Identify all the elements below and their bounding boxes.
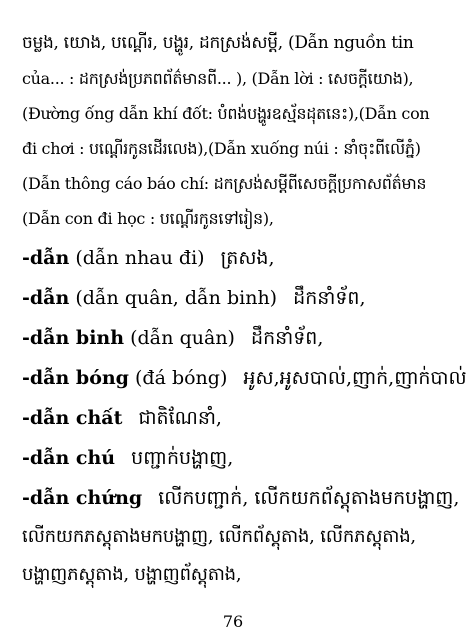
entry-headword: -dẫn chất: [22, 407, 123, 429]
entry-headword: -dẫn chú: [22, 447, 116, 469]
entry-meaning: ដឹកនាំទ័ព,: [293, 287, 366, 309]
entry-list: [22, 238, 467, 518]
entry-meaning: លើកបញ្ជាក់, លើកយកព័ស្ដុតាងមកបង្ហាញ,: [158, 487, 460, 509]
entry-dan-chat: [22, 398, 442, 438]
entry-headword: -dẫn: [22, 247, 70, 269]
entry-gloss: (dẫn quân, dẫn binh): [75, 287, 278, 309]
entry-meaning: អូស,អូសបាល់,ញាក់,ញាក់បាល់: [243, 367, 467, 389]
intro-definition-block: [22, 26, 442, 236]
page-number: 76: [222, 612, 244, 631]
entry-headword: -dẫn chứng: [22, 487, 143, 509]
continuation-line-1: លើកយកភស្ដុតាងមកបង្ហាញ, លើកព័ស្ដុតាង, លើកភស្ដុតាង,: [22, 526, 416, 547]
entry-dan-binh: [22, 318, 442, 358]
intro-line-2: của... : ដកស្រង់ប្រភពព័ត៌មានពី... ), (Dẫn lời : សេចក្ដីយោង),: [22, 69, 414, 88]
intro-line-4: đi chơi : បណ្ដើរកូនដើរលេង),(Dẫn xuống núi : នាំចុះពីលើភ្នំ): [22, 139, 421, 158]
entry-gloss: (dẫn nhau đi): [75, 247, 205, 269]
entry-dan-nhau-di: [22, 238, 442, 278]
intro-line-3: (Đường ống dẫn khí đốt: បំពង់បង្ហូរឧស្ម័នដុតនេះ),(Dẫn con: [22, 104, 430, 123]
entry-dan-chung: [22, 478, 460, 518]
entry-gloss: (đá bóng): [135, 367, 228, 389]
intro-line-1: ចម្លង, យោង, បណ្ដើរ, បង្ហូរ, ដកស្រង់សម្ដី, (Dẫn nguồn tin: [22, 33, 414, 53]
continuation-line-2: បង្ហាញភស្ដុតាង, បង្ហាញព័ស្ដុតាង,: [22, 564, 242, 585]
entry-dan-chu: [22, 438, 442, 478]
entry-meaning: ជាតិណែនាំ,: [138, 407, 222, 429]
entry-dan-quan: [22, 278, 442, 318]
entry-meaning: បញ្ជាក់បង្ហាញ,: [131, 447, 234, 469]
entry-gloss: (dẫn quân): [130, 327, 235, 349]
entry-meaning: ដឹកនាំទ័ព,: [251, 327, 324, 349]
entry-headword: -dẫn: [22, 287, 70, 309]
intro-line-6: (Dẫn con đi học : បណ្ដើរកូនទៅរៀន),: [22, 209, 274, 228]
entry-headword: -dẫn binh: [22, 327, 125, 349]
intro-line-5: (Dẫn thông cáo báo chí: ដកស្រង់សម្ដីពីសេចក្ដីប្រកាសព័ត៌មាន: [22, 174, 427, 193]
entry-continuation: [22, 518, 442, 594]
entry-meaning: ត្រសង,: [220, 247, 275, 269]
entry-headword: -dẫn bóng: [22, 367, 129, 389]
entry-dan-bong: [22, 358, 467, 398]
